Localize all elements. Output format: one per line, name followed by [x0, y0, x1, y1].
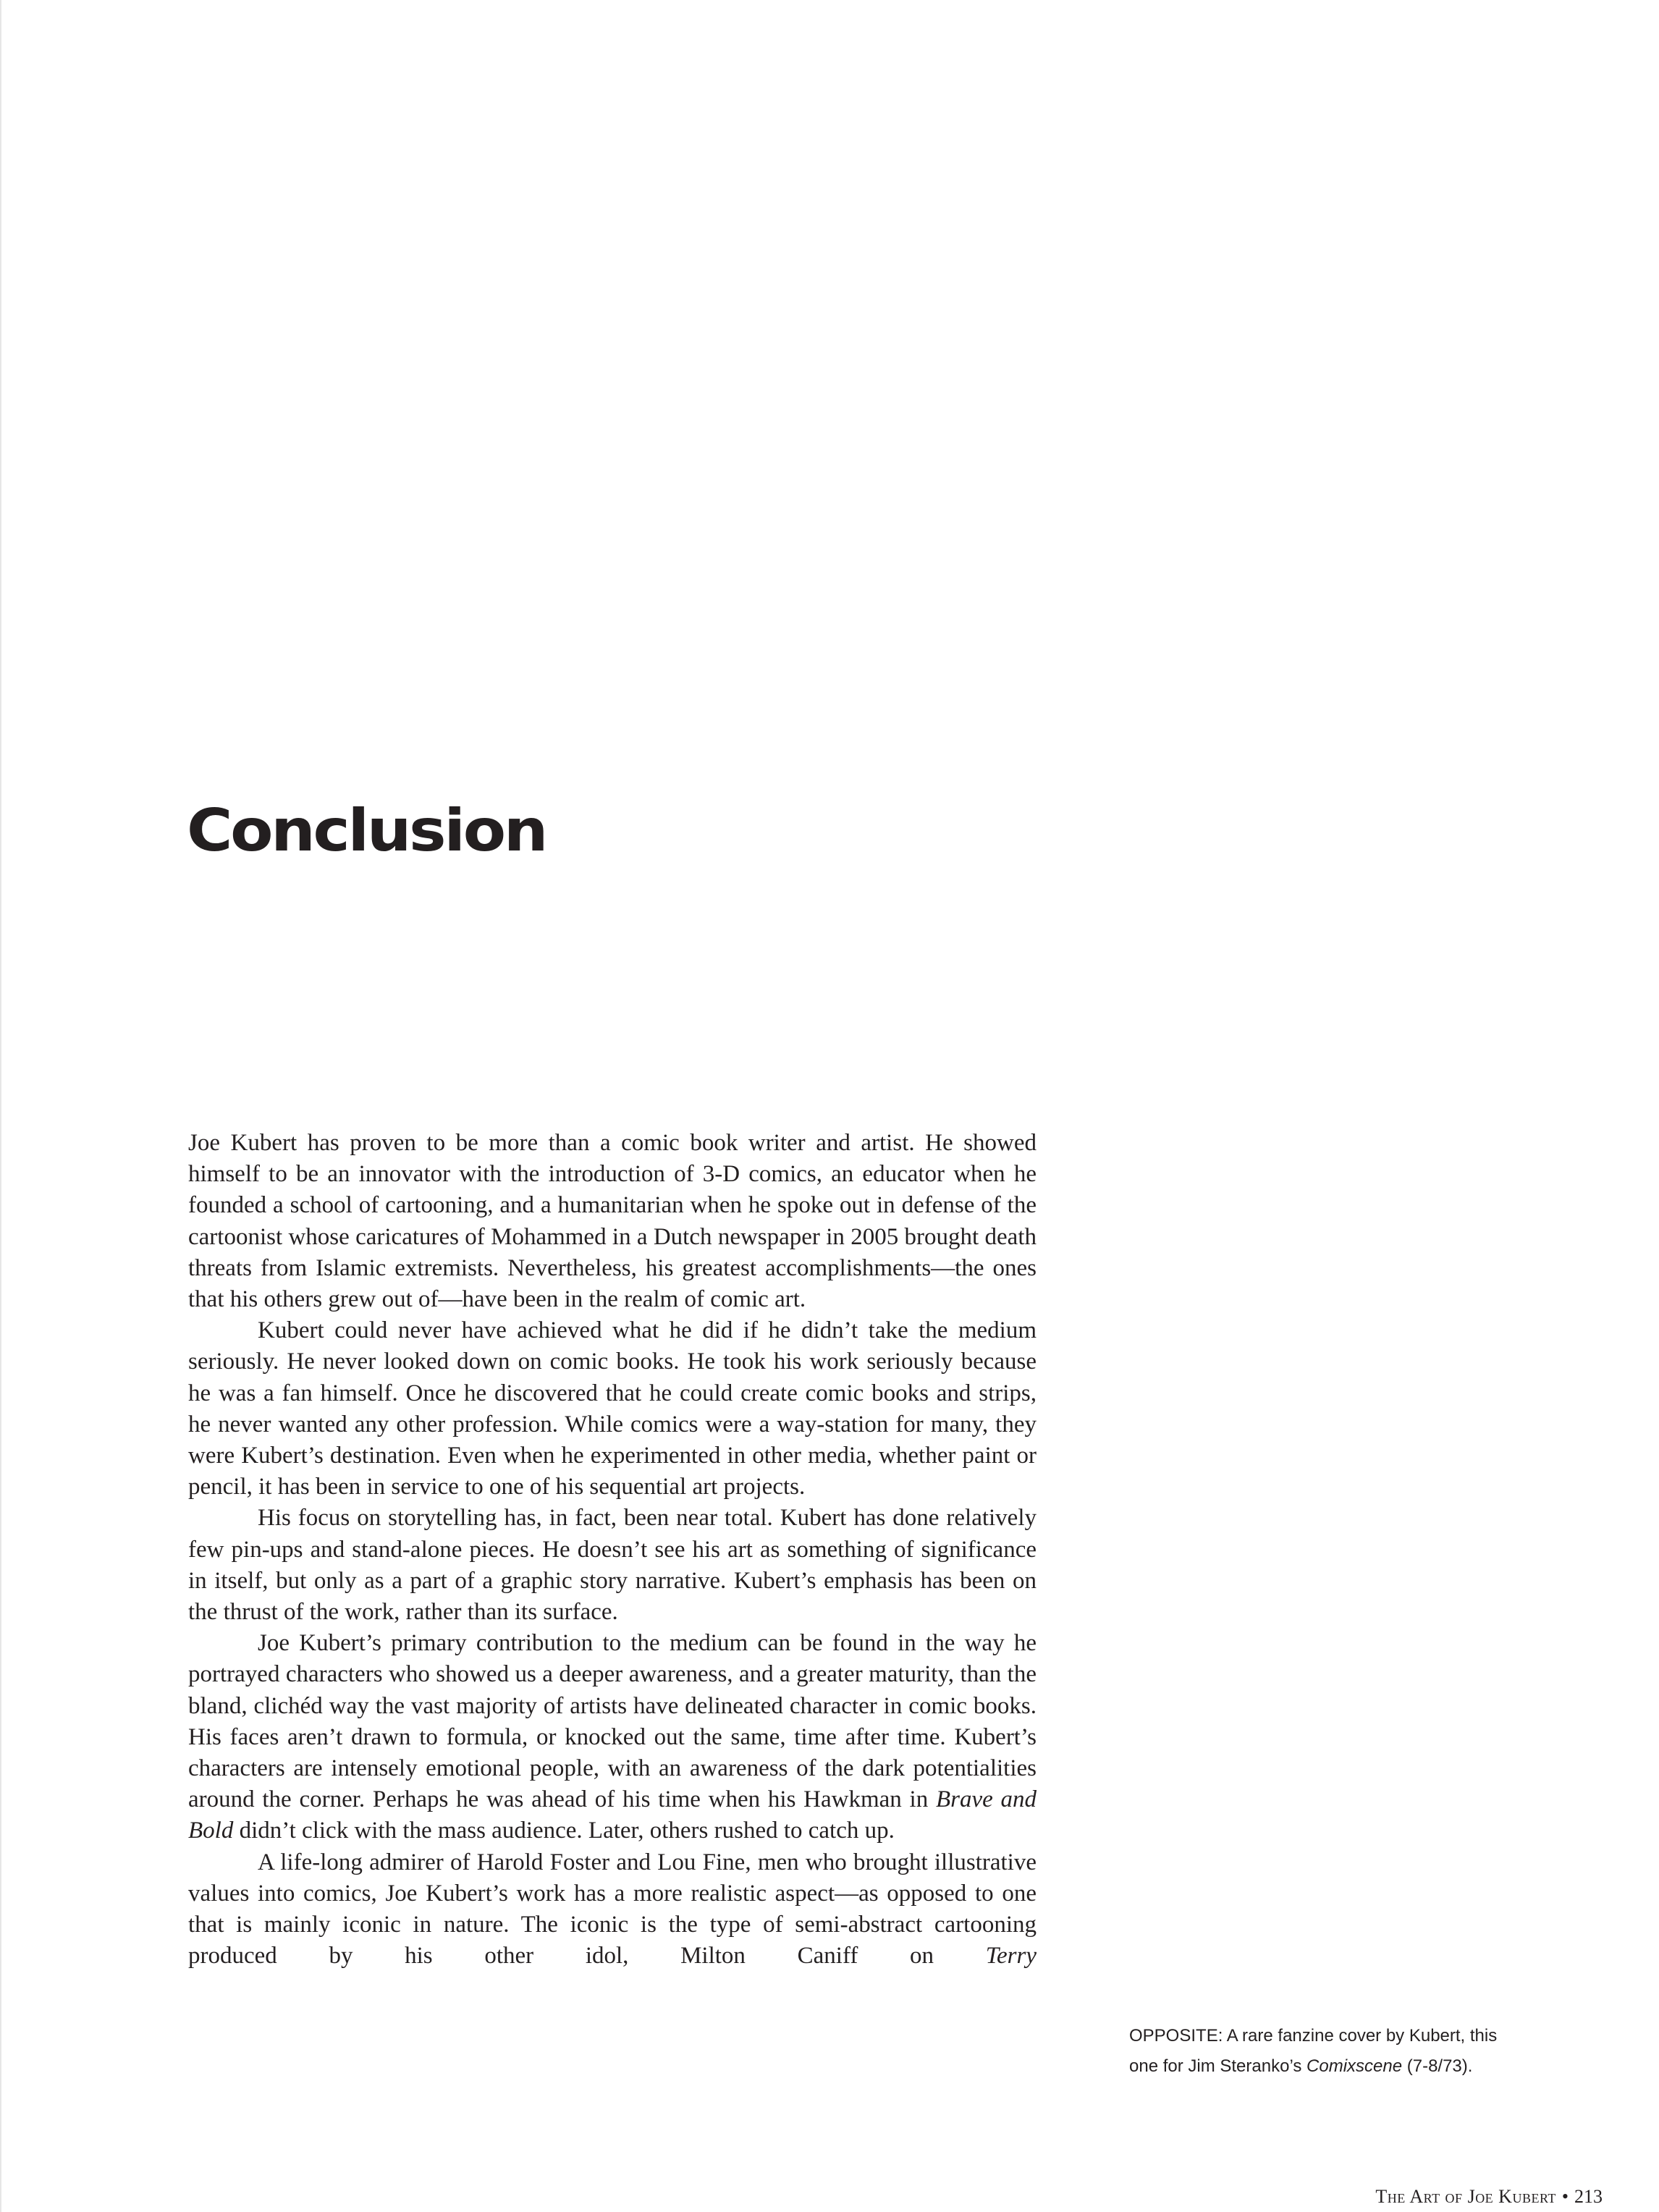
paragraph-5-text: A life-long admirer of Harold Foster and Lou Fine, men who brought illustrative values into comics, Joe Kubert’s work has a more realistic aspect—as opposed to one that is mainly iconic in nature. The iconic is the type of semi-abstract cartooning produced by his other idol, Milton Caniff on [188, 1849, 1037, 1970]
caption-text-b: (7-8/73). [1402, 2056, 1473, 2076]
paragraph-2: Kubert could never have achieved what he did if he didn’t take the medium seriously. He never looked down on comic books. He took his work seriously because he was a fan himself. Once he discovered that he could create comic books and strips, he never wanted any other profession. While comics were a way-station for many, they were Kubert’s destination. Even when he experimented in other media, whether paint or pencil, it has been in service to one of his sequential art projects. [188, 1317, 1037, 1500]
running-title: The Art of Joe Kubert [1375, 2186, 1556, 2207]
caption-text-a: OPPOSITE: A rare fanzine cover by Kubert, this one for Jim Steranko’s [1129, 2026, 1498, 2076]
paragraph-5 [188, 1847, 1037, 1972]
page-number: 213 [1574, 2186, 1603, 2207]
page-footer [1375, 2187, 1603, 2206]
figure-caption [1129, 2021, 1520, 2082]
chapter-title: Conclusion [187, 797, 546, 864]
paragraph-1: Joe Kubert has proven to be more than a comic book writer and artist. He showed himself to be an innovator with the introduction of 3-D comics, an educator when he founded a school of cartooning, and a humanitarian when he spoke out in defense of the cartoonist whose caricatures of Mohammed in a Dutch newspaper in 2005 brought death threats from Islamic extremists. Nevertheless, his greatest accomplishments—the ones that his others grew out of—have been in the realm of comic art. [188, 1130, 1037, 1313]
page-edge [0, 0, 1, 2212]
paragraph-4 [188, 1628, 1037, 1846]
footer-bullet: • [1561, 2186, 1569, 2207]
body-text [188, 1128, 1037, 1972]
caption-magazine-title: Comixscene [1306, 2056, 1403, 2076]
paragraph-3: His focus on storytelling has, in fact, been near total. Kubert has done relatively few pin-ups and stand-alone pieces. He doesn’t see his art as something of significance in itself, but only as a part of a graphic story narrative. Kubert’s emphasis has been on the thrust of the work, rather than its surface. [188, 1505, 1037, 1626]
paragraph-4-book-title: Brave and Bold [188, 1786, 1037, 1844]
paragraph-4-text-a: Joe Kubert’s primary contribution to the medium can be found in the way he portrayed characters who showed us a deeper awareness, and a greater maturity, than the bland, clichéd way the vast majority of artists have delineated character in comic books. His faces aren’t drawn to formula, or knocked out the same, time after time. Kubert’s characters are intensely emotional people, with an awareness of the dark potentialities around the corner. Perhaps he was ahead of his time when his Hawkman in [188, 1630, 1037, 1813]
paragraph-4-text-b: didn’t click with the mass audience. Later, others rushed to catch up. [233, 1818, 895, 1844]
paragraph-5-strip-title: Terry [985, 1943, 1037, 1970]
